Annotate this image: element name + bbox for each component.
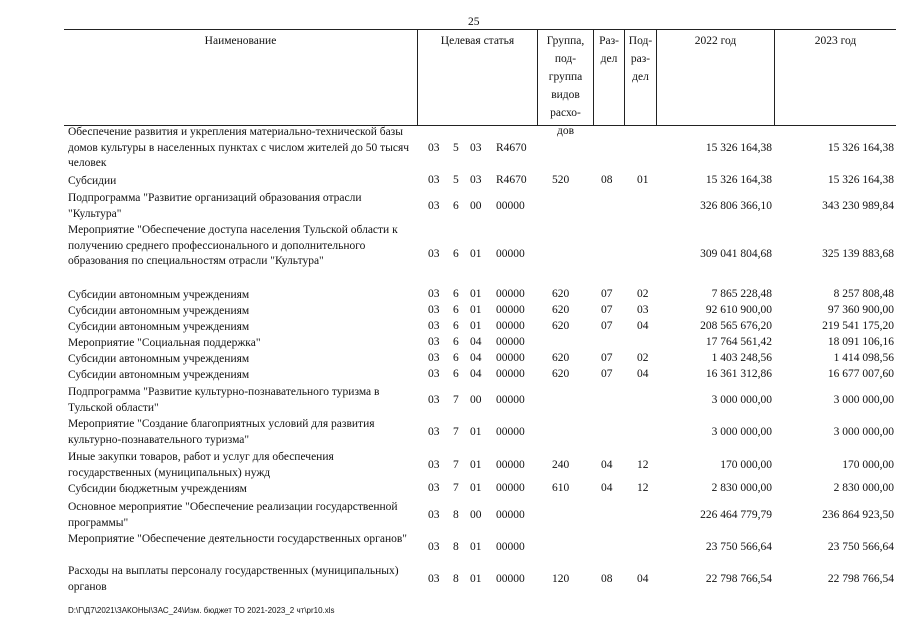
cell-target-code: 00000 [496, 508, 525, 521]
cell-2023: 325 139 883,68 [822, 247, 894, 260]
cell-2022: 1 403 248,56 [711, 352, 772, 364]
cell-target-event: 01 [470, 482, 482, 494]
cell-target-program: 03 [428, 540, 440, 553]
cell-target-subprogram: 8 [453, 508, 459, 521]
cell-2023: 1 414 098,56 [833, 352, 894, 364]
cell-target-event: 04 [470, 336, 482, 348]
cell-target-event: 03 [470, 141, 482, 154]
cell-target-subprogram: 6 [453, 352, 459, 364]
cell-subsection: 04 [637, 368, 649, 380]
cell-2023: 3 000 000,00 [833, 393, 894, 406]
cell-2022: 17 764 561,42 [705, 336, 772, 348]
cell-target-program: 03 [428, 482, 440, 494]
header-group: Группа, под-группа видов расхо-дов [537, 30, 593, 125]
table-row [68, 417, 896, 448]
cell-target-subprogram: 7 [453, 458, 459, 471]
cell-target-subprogram: 6 [453, 199, 459, 212]
cell-target-event: 00 [470, 199, 482, 212]
cell-section: 08 [601, 572, 613, 585]
cell-target-subprogram: 8 [453, 572, 459, 585]
cell-target-program: 03 [428, 368, 440, 380]
cell-2023: 22 798 766,54 [827, 572, 894, 585]
cell-target-subprogram: 6 [453, 247, 459, 260]
cell-target-program: 03 [428, 247, 440, 260]
cell-target-code: 00000 [496, 336, 525, 348]
cell-subsection: 01 [637, 174, 649, 186]
cell-section: 04 [601, 458, 613, 471]
cell-target-program: 03 [428, 288, 440, 300]
cell-2022: 170 000,00 [720, 458, 772, 471]
cell-target-code: 00000 [496, 247, 525, 260]
cell-target-event: 01 [470, 540, 482, 553]
cell-group: 120 [552, 572, 570, 585]
cell-name: Иные закупки товаров, работ и услуг для обеспечения государственных (муниципальных) нужд [68, 451, 334, 479]
cell-target-program: 03 [428, 458, 440, 471]
cell-target-code: 00000 [496, 288, 525, 300]
cell-target-event: 04 [470, 368, 482, 380]
table-row [68, 450, 896, 481]
cell-name: Мероприятие "Создание благоприятных условий для развития культурно-познавательного туризма" [68, 418, 375, 446]
cell-name: Субсидии бюджетным учреждениям [68, 483, 247, 495]
cell-name: Мероприятие "Социальная поддержка" [68, 337, 261, 349]
cell-2022: 22 798 766,54 [705, 572, 772, 585]
cell-2022: 23 750 566,64 [705, 540, 772, 553]
cell-subsection: 02 [637, 288, 649, 300]
cell-section: 07 [601, 368, 613, 380]
cell-2022: 15 326 164,38 [705, 141, 772, 154]
cell-target-program: 03 [428, 199, 440, 212]
cell-2022: 7 865 228,48 [711, 288, 772, 300]
cell-2023: 23 750 566,64 [827, 540, 894, 553]
header-name: Наименование [204, 35, 277, 47]
cell-name: Подпрограмма "Развитие организаций образования отрасли "Культура" [68, 192, 362, 220]
cell-target-subprogram: 6 [453, 368, 459, 380]
table-row [68, 125, 896, 172]
cell-subsection: 04 [637, 320, 649, 332]
cell-2023: 18 091 106,16 [827, 336, 894, 348]
cell-subsection: 03 [637, 304, 649, 316]
cell-2022: 208 565 676,20 [700, 320, 772, 332]
cell-target-program: 03 [428, 304, 440, 316]
cell-target-program: 03 [428, 174, 440, 186]
cell-target-code: 00000 [496, 304, 525, 316]
cell-2023: 15 326 164,38 [827, 141, 894, 154]
cell-target-program: 03 [428, 508, 440, 521]
cell-section: 08 [601, 174, 613, 186]
cell-target-subprogram: 7 [453, 482, 459, 494]
cell-target-subprogram: 6 [453, 336, 459, 348]
cell-name: Обеспечение развития и укрепления материально-технической базы домов культуры в населенных пунктах с числом жителей до 50 тысяч человек [68, 126, 410, 169]
cell-2023: 97 360 900,00 [827, 304, 894, 316]
cell-target-code: 00000 [496, 320, 525, 332]
table-row [68, 500, 896, 531]
cell-target-code: 00000 [496, 393, 525, 406]
cell-target-subprogram: 6 [453, 320, 459, 332]
cell-target-subprogram: 5 [453, 174, 459, 186]
table-row [68, 174, 896, 190]
cell-2022: 15 326 164,38 [705, 174, 772, 186]
cell-name: Расходы на выплаты персоналу государственных (муниципальных) органов [68, 565, 399, 593]
cell-group: 620 [552, 304, 570, 316]
cell-target-code: R4670 [496, 174, 527, 186]
cell-target-code: 00000 [496, 368, 525, 380]
cell-name: Субсидии [68, 175, 117, 187]
cell-target-subprogram: 5 [453, 141, 459, 154]
cell-target-subprogram: 7 [453, 393, 459, 406]
cell-target-subprogram: 6 [453, 304, 459, 316]
cell-2023: 236 864 923,50 [822, 508, 894, 521]
file-path-footer: D:\Г\Д7\2021\ЗАКОНЫ\ЗАС_24\Изм. бюджет ТО 2021-2023_2 чт\pr10.xls [68, 606, 335, 615]
table-row [68, 191, 896, 222]
header-2022: 2022 год [656, 30, 774, 125]
cell-2022: 226 464 779,79 [700, 508, 772, 521]
cell-group: 610 [552, 482, 570, 494]
table-row [68, 304, 896, 320]
table-row [68, 482, 896, 498]
cell-section: 04 [601, 482, 613, 494]
cell-2023: 170 000,00 [842, 458, 894, 471]
cell-target-event: 01 [470, 288, 482, 300]
cell-target-event: 00 [470, 508, 482, 521]
cell-target-subprogram: 7 [453, 425, 459, 438]
header-target: Целевая статья [417, 30, 537, 125]
cell-2023: 15 326 164,38 [827, 174, 894, 186]
cell-section: 07 [601, 304, 613, 316]
cell-subsection: 12 [637, 458, 649, 471]
header-section: Раз-дел [593, 30, 624, 125]
cell-2022: 2 830 000,00 [711, 482, 772, 494]
cell-target-code: R4670 [496, 141, 527, 154]
cell-section: 07 [601, 288, 613, 300]
header-subsection: Под-раз-дел [624, 30, 656, 125]
cell-target-program: 03 [428, 352, 440, 364]
cell-target-event: 01 [470, 247, 482, 260]
cell-target-code: 00000 [496, 199, 525, 212]
cell-name: Субсидии автономным учреждениям [68, 305, 250, 317]
cell-section: 07 [601, 352, 613, 364]
cell-2023: 3 000 000,00 [833, 425, 894, 438]
table-row [68, 336, 896, 352]
cell-name: Основное мероприятие "Обеспечение реализации государственной программы" [68, 501, 398, 529]
cell-name: Мероприятие "Обеспечение доступа населения Тульской области к получению среднего профессионального и дополнительного образования по специальностям отрасли "Культура" [68, 224, 398, 267]
cell-2023: 16 677 007,60 [827, 368, 894, 380]
cell-target-code: 00000 [496, 540, 525, 553]
cell-section: 07 [601, 320, 613, 332]
cell-subsection: 02 [637, 352, 649, 364]
table-row [68, 320, 896, 336]
cell-target-subprogram: 6 [453, 288, 459, 300]
table-row [68, 532, 896, 563]
header-2023: 2023 год [774, 30, 896, 125]
cell-2022: 16 361 312,86 [705, 368, 772, 380]
cell-2022: 3 000 000,00 [711, 393, 772, 406]
cell-name: Субсидии автономным учреждениям [68, 321, 250, 333]
cell-group: 620 [552, 368, 570, 380]
cell-target-subprogram: 8 [453, 540, 459, 553]
table-row [68, 223, 896, 286]
table-row [68, 385, 896, 416]
cell-group: 620 [552, 320, 570, 332]
cell-target-code: 00000 [496, 572, 525, 585]
cell-target-event: 00 [470, 393, 482, 406]
cell-target-program: 03 [428, 336, 440, 348]
page-number: 25 [468, 16, 480, 28]
cell-2022: 3 000 000,00 [711, 425, 772, 438]
cell-subsection: 04 [637, 572, 649, 585]
cell-2023: 2 830 000,00 [833, 482, 894, 494]
table-row [68, 368, 896, 384]
table-row [68, 564, 896, 595]
table-row [68, 288, 896, 304]
cell-name: Субсидии автономным учреждениям [68, 353, 250, 365]
cell-target-event: 01 [470, 425, 482, 438]
cell-target-event: 01 [470, 304, 482, 316]
cell-name: Подпрограмма "Развитие культурно-познавательного туризма в Тульской области" [68, 386, 380, 414]
cell-target-program: 03 [428, 393, 440, 406]
cell-group: 240 [552, 458, 570, 471]
cell-target-code: 00000 [496, 425, 525, 438]
cell-2023: 8 257 808,48 [833, 288, 894, 300]
cell-subsection: 12 [637, 482, 649, 494]
cell-target-event: 04 [470, 352, 482, 364]
cell-target-program: 03 [428, 572, 440, 585]
cell-target-program: 03 [428, 320, 440, 332]
cell-name: Субсидии автономным учреждениям [68, 289, 250, 301]
cell-2023: 343 230 989,84 [822, 199, 894, 212]
cell-target-code: 00000 [496, 352, 525, 364]
table-header [64, 29, 896, 137]
cell-target-event: 01 [470, 458, 482, 471]
cell-name: Субсидии автономным учреждениям [68, 369, 250, 381]
cell-target-program: 03 [428, 141, 440, 154]
cell-target-event: 01 [470, 572, 482, 585]
cell-target-program: 03 [428, 425, 440, 438]
cell-group: 620 [552, 288, 570, 300]
cell-name: Мероприятие "Обеспечение деятельности государственных органов" [68, 533, 407, 545]
cell-2022: 326 806 366,10 [700, 199, 772, 212]
cell-target-code: 00000 [496, 458, 525, 471]
cell-group: 520 [552, 174, 570, 186]
cell-2022: 92 610 900,00 [705, 304, 772, 316]
table-row [68, 352, 896, 368]
cell-target-event: 03 [470, 174, 482, 186]
cell-2022: 309 041 804,68 [700, 247, 772, 260]
cell-group: 620 [552, 352, 570, 364]
cell-target-code: 00000 [496, 482, 525, 494]
cell-2023: 219 541 175,20 [822, 320, 894, 332]
cell-target-event: 01 [470, 320, 482, 332]
